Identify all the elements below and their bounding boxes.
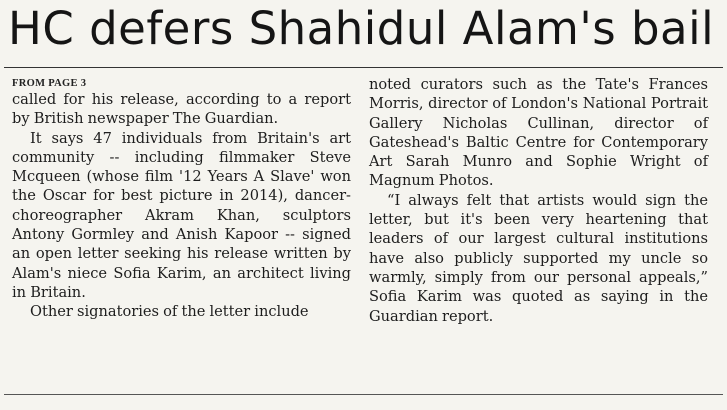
continued-from-kicker: FROM PAGE 3 — [12, 78, 87, 89]
right-paragraph-2: “I always felt that artists would sign the letter, but it's been very heartening that leaders of our largest cultural institutions have also publicly supported my uncle so warmly, simply from our personal appeals,” Sofia Karim was quoted as saying in the Guardian report. — [369, 191, 708, 325]
left-column — [12, 75, 351, 322]
left-paragraph-2: It says 47 individuals from Britain's art community -- including filmmaker Steve Mcqueen (whose film '12 Years A Slave' won the Oscar for best picture in 2014), dancer-choreographer Akram Khan, sculptors Antony Gormley and Anish Kapoor -- signed an open letter seeking his release written by Alam's niece Sofia Karim, an architect living in Britain. — [12, 129, 351, 301]
bottom-rule — [4, 394, 723, 395]
headline-rule — [4, 67, 723, 68]
headline: HC defers Shahidul Alam's bail — [8, 2, 715, 55]
left-paragraph-3: Other signatories of the letter include — [30, 303, 309, 321]
right-column — [369, 75, 708, 326]
right-paragraph-1: noted curators such as the Tate's Frances Morris, director of London's National Portrait Gallery Nicholas Cullinan, director of Gateshead's Baltic Centre for Contemporary Art Sarah Munro and Sophie Wright of Magnum Photos. — [369, 76, 708, 190]
left-paragraph-1: called for his release, according to a report by British newspaper The Guardian. — [12, 91, 351, 128]
